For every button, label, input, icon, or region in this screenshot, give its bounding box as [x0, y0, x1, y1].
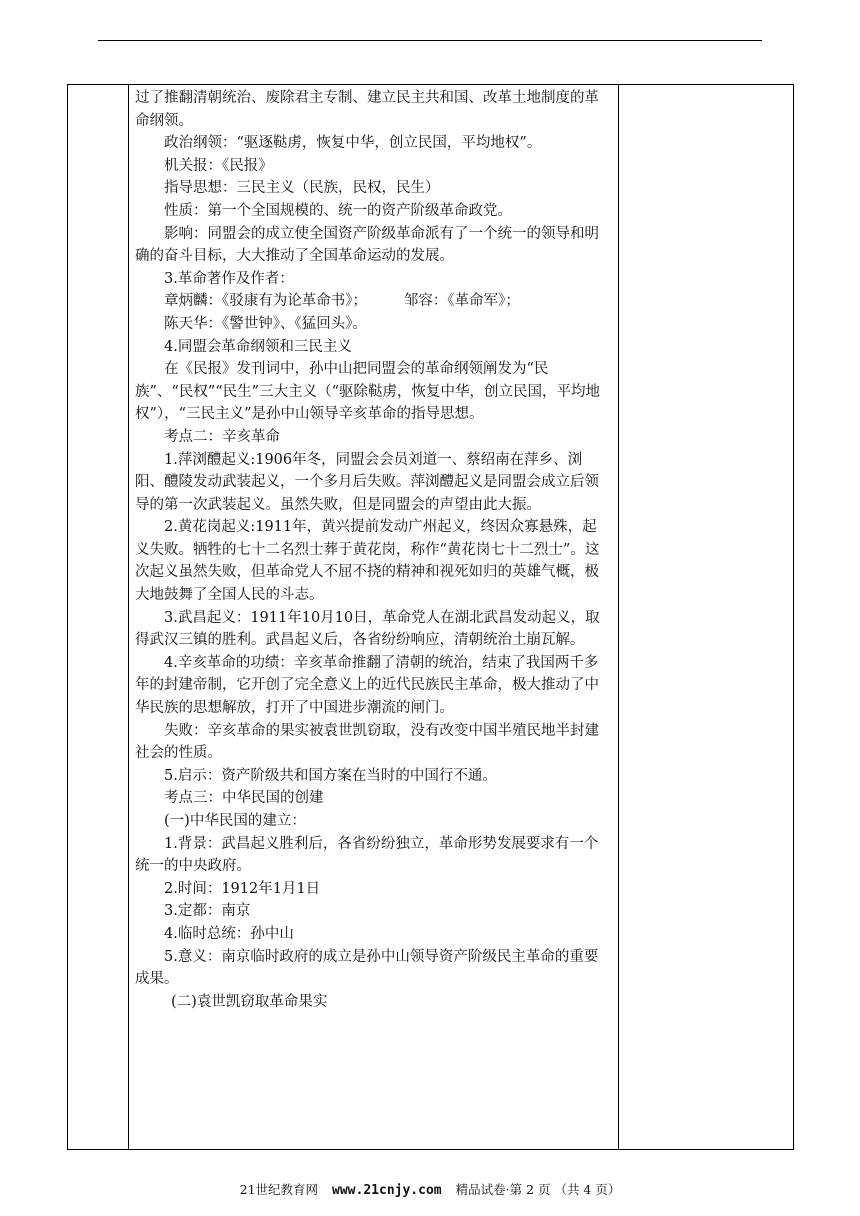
table-row	[68, 85, 794, 1150]
right-blank-cell	[619, 85, 794, 1150]
paragraph: 机关报：《民报》	[164, 157, 273, 174]
lesson-table	[67, 84, 794, 1150]
section-heading: 考点三：中华民国的创建	[164, 790, 324, 807]
paragraph: 2.黄花岗起义:1911年，黄兴提前发动广州起义，终因众寡悬殊，起义失败。牺牲的七十二名烈士葬于黄花岗，称作“黄花岗七十二烈士”。这次起义虽然失败，但革命党人不屈不挠的精神和视死如归的英雄气概，极大地鼓舞了全国人民的斗志。	[135, 519, 600, 604]
content-text	[129, 85, 618, 1013]
paragraph: 4.同盟会革命纲领和三民主义	[164, 338, 352, 355]
section-heading: 考点二：辛亥革命	[164, 428, 280, 445]
paragraph: 2.时间：1912年1月1日	[164, 880, 321, 897]
paragraph: 5.启示：资产阶级共和国方案在当时的中国行不通。	[164, 767, 497, 784]
paragraph: 1.背景：武昌起义胜利后，各省纷纷独立，革命形势发展要求有一个统一的中央政府。	[135, 835, 599, 875]
paragraph: 3.武昌起义：1911年10月10日，革命党人在湖北武昌发动起义，取得武汉三镇的胜利。武昌起义后，各省纷纷响应，清朝统治土崩瓦解。	[135, 609, 600, 649]
footer-page-info: 精品试卷·第 2 页 （共 4 页）	[455, 1182, 621, 1197]
content-cell	[129, 85, 619, 1150]
paragraph: 政治纲领：“驱逐鞑虏，恢复中华，创立民国，平均地权”。	[164, 135, 542, 152]
paragraph: 过了推翻清朝统治、废除君主专制、建立民主共和国、改革土地制度的革命纲领。	[135, 90, 599, 129]
paragraph: 1.萍浏醴起义:1906年冬，同盟会会员刘道一、蔡绍南在萍乡、浏阳、醴陵发动武装起义，一个多月后失败。萍浏醴起义是同盟会成立后领导的第一次武装起义。虽然失败，但是同盟会的声望由此大振。	[135, 451, 599, 513]
paragraph: 3.革命著作及作者：	[164, 270, 294, 287]
paragraph: (一)中华民国的建立：	[164, 813, 306, 829]
paragraph: 4.辛亥革命的功绩：辛亥革命推翻了清朝的统治，结束了我国两千多年的封建帝制，它开创了完全意义上的近代民族民主革命，极大推动了中华民族的思想解放，打开了中国进步潮流的闸门。	[135, 654, 599, 717]
left-blank-cell	[68, 85, 129, 1150]
paragraph: 失败：辛亥革命的果实被袁世凯窃取，没有改变中国半殖民地半封建社会的性质。	[135, 722, 599, 762]
header-rule	[98, 40, 762, 41]
paragraph: 3.定都：南京	[164, 903, 251, 920]
footer-brand: 21世纪教育网	[239, 1182, 319, 1197]
page-footer	[0, 1180, 860, 1198]
footer-site-link[interactable]: www.21cnjy.com	[332, 1183, 442, 1198]
paragraph: 在《民报》发刊词中，孙中山把同盟会的革命纲领阐发为“民族”、“民权”“民生”三大主义（“驱除鞑虏，恢复中华，创立民国，平均地权”），“三民主义”是孙中山领导辛亥革命的指导思想。	[135, 361, 600, 423]
paragraph: 陈天华：《警世钟》、《猛回头》。	[164, 315, 367, 332]
paragraph: 5.意义：南京临时政府的成立是孙中山领导资产阶级民主革命的重要成果。	[135, 948, 599, 988]
paragraph: 章炳麟：《驳康有为论革命书》； 邹容：《革命军》；	[164, 293, 520, 310]
paragraph: 影响：同盟会的成立使全国资产阶级革命派有了一个统一的领导和明确的奋斗目标，大大推动了全国革命运动的发展。	[135, 225, 599, 265]
paragraph: 性质：第一个全国规模的、统一的资产阶级革命政党。	[164, 202, 512, 219]
paragraph: (二)袁世凯窃取革命果实	[171, 993, 328, 1010]
paragraph: 指导思想：三民主义（民族，民权，民生）	[164, 180, 440, 197]
paragraph: 4.临时总统：孙中山	[164, 925, 294, 942]
